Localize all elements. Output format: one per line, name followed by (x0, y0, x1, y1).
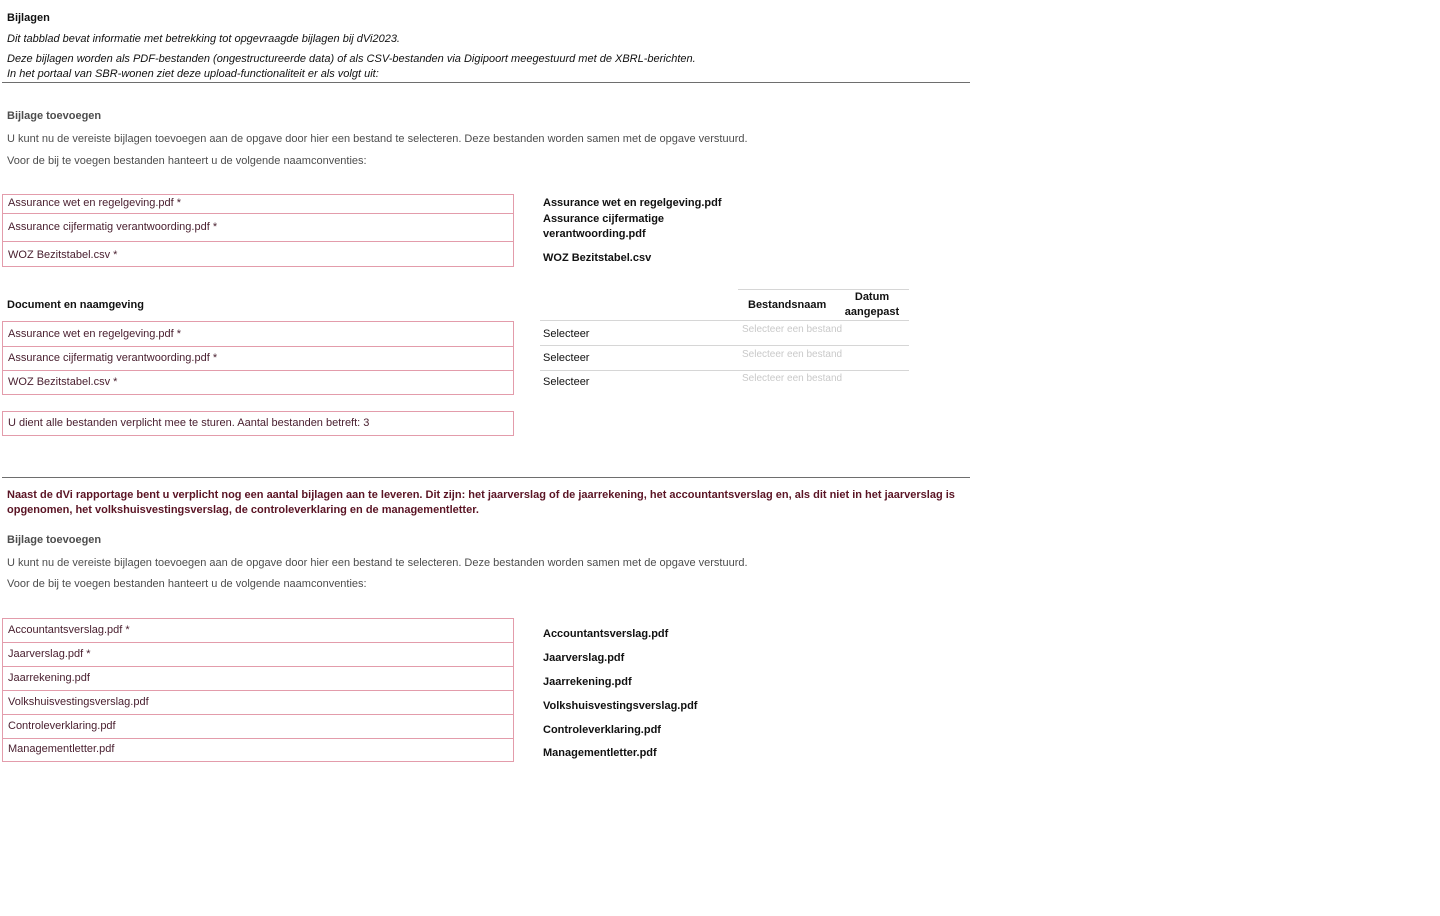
divider-middle (2, 477, 970, 478)
file-placeholder[interactable]: Selecteer een bestand (742, 349, 843, 360)
convention-label: Jaarrekening.pdf (543, 676, 632, 688)
file-item: Assurance cijfermatig verantwoording.pdf * (8, 221, 218, 233)
column-header-date-2: aangepast (844, 306, 900, 318)
table-header-rule (540, 320, 909, 321)
upload-doc-name: Assurance cijfermatig verantwoording.pdf * (8, 352, 218, 364)
section1-text-1: U kunt nu de vereiste bijlagen toevoegen aan de opgave door hier een bestand te selecteren. Deze bestanden worden samen met de opgave verstuurd. (7, 133, 748, 145)
section2-heading: Bijlage toevoegen (7, 534, 102, 546)
section2-text-1: U kunt nu de vereiste bijlagen toevoegen aan de opgave door hier een bestand te selecteren. Deze bestanden worden samen met de opgave verstuurd. (7, 557, 748, 569)
convention-label: Managementletter.pdf (543, 747, 657, 759)
section1-heading: Bijlage toevoegen (7, 110, 102, 122)
page-title: Bijlagen (7, 12, 50, 24)
convention-label: Controleverklaring.pdf (543, 724, 661, 736)
intro-line-2: Deze bijlagen worden als PDF-bestanden (ongestructureerde data) of als CSV-bestanden via Digipoort meegestuurd met de XBRL-berichten. (7, 53, 696, 65)
convention-label: Volkshuisvestingsverslag.pdf (543, 700, 698, 712)
column-header-date-1: Datum (854, 291, 890, 303)
upload-notice-box (2, 411, 514, 436)
table-row-rule (540, 345, 909, 346)
section1-file-box (2, 194, 514, 267)
table-top-rule (738, 289, 909, 290)
table-row-rule (540, 370, 909, 371)
file-placeholder[interactable]: Selecteer een bestand (742, 324, 843, 335)
section1-text-2: Voor de bij te voegen bestanden hanteert u de volgende naamconventies: (7, 155, 367, 167)
intro-line-1: Dit tabblad bevat informatie met betrekking tot opgevraagde bijlagen bij dVi2023. (7, 33, 400, 45)
convention-label: Assurance cijfermatige (543, 213, 665, 225)
select-file-button[interactable]: Selecteer (543, 376, 590, 388)
convention-label: verantwoording.pdf (543, 228, 646, 240)
file-item: Jaarverslag.pdf * (8, 648, 91, 660)
file-item: Accountantsverslag.pdf * (8, 624, 130, 636)
upload-notice: U dient alle bestanden verplicht mee te sturen. Aantal bestanden betreft: 3 (8, 417, 370, 429)
column-header-filename: Bestandsnaam (748, 299, 827, 311)
file-item: Assurance wet en regelgeving.pdf * (8, 197, 182, 209)
convention-label: WOZ Bezitstabel.csv (543, 252, 652, 264)
upload-doc-name: Assurance wet en regelgeving.pdf * (8, 328, 182, 340)
file-placeholder[interactable]: Selecteer een bestand (742, 373, 843, 384)
mandatory-note-2: opgenomen, het volkshuisvestingsverslag, de controleverklaring en de managementletter. (7, 504, 479, 516)
divider-top (2, 82, 970, 83)
file-item: Controleverklaring.pdf (8, 720, 116, 732)
file-item: Managementletter.pdf (8, 743, 115, 755)
upload-heading: Document en naamgeving (7, 299, 144, 311)
file-item: Volkshuisvestingsverslag.pdf (8, 696, 149, 708)
upload-doc-name: WOZ Bezitstabel.csv * (8, 376, 118, 388)
convention-label: Accountantsverslag.pdf (543, 628, 669, 640)
select-file-button[interactable]: Selecteer (543, 328, 590, 340)
file-item: Jaarrekening.pdf (8, 672, 90, 684)
mandatory-note-1: Naast de dVi rapportage bent u verplicht nog een aantal bijlagen aan te leveren. Dit zijn: het jaarverslag of de jaarrekening, het accountantsverslag en, als dit niet in het jaarverslag is (7, 489, 955, 501)
upload-doc-box (2, 321, 514, 395)
file-item: WOZ Bezitstabel.csv * (8, 249, 118, 261)
section2-file-box (2, 618, 514, 762)
section2-text-2: Voor de bij te voegen bestanden hanteert u de volgende naamconventies: (7, 578, 367, 590)
convention-label: Assurance wet en regelgeving.pdf (543, 197, 722, 209)
select-file-button[interactable]: Selecteer (543, 352, 590, 364)
convention-label: Jaarverslag.pdf (543, 652, 625, 664)
intro-line-3: In het portaal van SBR-wonen ziet deze upload-functionaliteit er als volgt uit: (7, 68, 379, 80)
